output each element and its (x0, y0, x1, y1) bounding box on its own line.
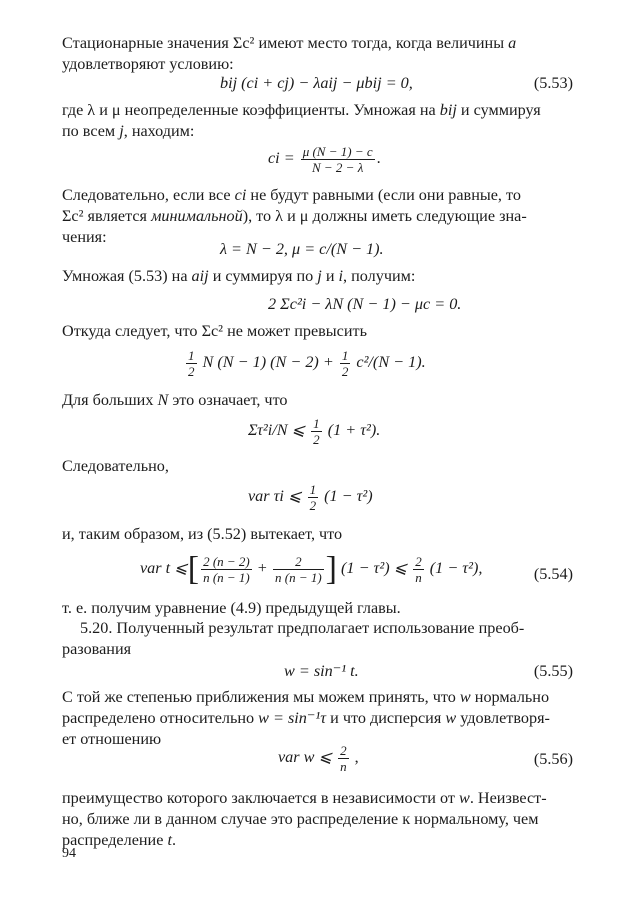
equation-body (140, 550, 483, 588)
text-run: . (171, 831, 176, 849)
math-sum-c2: Σc² (201, 322, 224, 340)
text-run: нормально (470, 688, 550, 706)
denominator: 2 (341, 364, 349, 379)
text-run: т. е. получим уравнение (4.9) предыдущей главы. (62, 599, 401, 617)
equation-lambda-mu (62, 239, 573, 269)
equation-number: (5.55) (533, 662, 573, 680)
denominator: 2 (309, 498, 317, 513)
equation-bound (62, 346, 573, 382)
equation-number: (5.56) (533, 750, 573, 768)
math-expression: Στ²i/N ⩽ (248, 421, 310, 440)
math-expression: (1 − τ²) ⩽ (341, 559, 412, 578)
math-var-t: t (167, 831, 172, 849)
text-run: удовлетворя- (456, 709, 550, 727)
fraction (338, 743, 349, 774)
math-expression: c²/(N − 1). (356, 353, 426, 372)
text-run: преимущество которого заключается в независимости от (62, 789, 460, 807)
math-expression: var τi ⩽ (248, 487, 306, 506)
equation-tau (62, 414, 573, 450)
math-a-ij: aij (191, 267, 209, 285)
bracket-left: [ (187, 550, 200, 588)
text-run: 5.20. Полученный результат предполагает использование преоб- (80, 619, 525, 637)
paragraph-stationary (62, 33, 573, 75)
denominator: n (340, 759, 347, 774)
equation-var-tau (62, 480, 573, 516)
text-run: по всем (62, 122, 120, 140)
text-run: , находим: (123, 122, 195, 140)
denominator: N − 2 − λ (311, 160, 364, 175)
math-w-eq-tau: w = sin⁻¹τ (258, 709, 327, 727)
math-var-w: w (459, 688, 471, 706)
text-run: Следовательно, (62, 457, 169, 475)
equation-body (184, 348, 426, 379)
math-expression: (1 + τ²). (327, 421, 381, 440)
denominator: 2 (188, 364, 195, 379)
text-run: ет отношению (62, 730, 162, 748)
text-run: распределено относительно (62, 709, 259, 727)
text-run: распределение (62, 831, 168, 849)
numerator: μ (N − 1) − c (302, 144, 373, 159)
math-var-i: i (338, 267, 344, 285)
math-sum-c2: Σc² (62, 207, 84, 225)
fraction-half (186, 348, 197, 379)
equation-ci (62, 142, 573, 176)
numerator: 1 (313, 416, 320, 431)
text-run: С той же степенью приближения мы можем принять, что (62, 688, 460, 706)
paragraph-5-20-cont (62, 639, 573, 660)
text-run: Откуда следует, что (62, 322, 202, 340)
numerator: 2 (340, 743, 347, 758)
punct: , (354, 748, 359, 767)
equation-5-53 (62, 73, 573, 103)
equation-body: bij (ci + cj) − λaij − μbij = 0, (220, 74, 413, 92)
denominator: n (415, 570, 422, 585)
math-expression: (1 − τ²), (429, 559, 483, 578)
denominator: n (n − 1) (203, 570, 250, 585)
text-run: и суммируя по (208, 267, 318, 285)
math-expression: var t ⩽ (140, 559, 188, 578)
text-run: Для больших (62, 391, 158, 409)
paragraph-equation-4-9 (62, 598, 573, 619)
equation-sum (62, 294, 573, 324)
equation-body (268, 144, 381, 175)
text-run: не может превысить (223, 322, 367, 340)
paragraph-large-n (62, 390, 573, 411)
text-run: является (83, 207, 152, 225)
numerator: 2 (n − 2) (203, 554, 250, 569)
text-run: и (321, 267, 339, 285)
numerator: 2 (415, 554, 422, 569)
equation-5-54 (62, 552, 573, 590)
math-expression: N (N − 1) (N − 2) + (202, 353, 338, 372)
equation-5-56 (62, 741, 573, 777)
punct: . (376, 149, 381, 168)
paragraph-advantage (62, 788, 573, 851)
text-run: и, таким образом, из (5.52) вытекает, что (62, 525, 343, 543)
denominator: 2 (313, 432, 320, 447)
text-run: и суммируя (456, 101, 541, 119)
text-run: , получим: (343, 267, 416, 285)
fraction (301, 144, 375, 175)
text-run: и что дисперсия (326, 709, 446, 727)
text-run: . Неизвест- (469, 789, 547, 807)
paragraph-lambda-mu (62, 100, 573, 142)
text-run: имеют место тогда, когда величины (254, 34, 509, 52)
fraction (201, 554, 252, 585)
equation-number: (5.53) (533, 74, 573, 92)
text-run: это означает, что (168, 391, 288, 409)
denominator: n (n − 1) (274, 570, 322, 585)
emphasis: минимальной (151, 207, 243, 225)
math-expression: (1 − τ²) (324, 487, 373, 506)
text-run: не будут равными (если они равные, то (246, 186, 521, 204)
text-run: чения: (62, 228, 107, 246)
bracket-right: ] (325, 550, 337, 588)
numerator: 1 (309, 482, 317, 497)
equation-body (248, 482, 373, 513)
numerator: 1 (188, 348, 195, 363)
paragraph-5-20 (62, 618, 573, 639)
math-var-a: a (508, 34, 517, 52)
math-sum-c2: Σc² (232, 34, 255, 52)
equation-body: λ = N − 2, μ = c/(N − 1). (220, 240, 384, 258)
text-run: разования (62, 640, 132, 658)
fraction (413, 554, 424, 585)
math-b-ij: bij (439, 101, 457, 119)
math-var-ci: ci (234, 186, 247, 204)
text-run: но, ближе ли в данном случае это распределение к нормальному, чем (62, 810, 539, 828)
math-var-w: w (459, 789, 470, 807)
equation-body (248, 416, 380, 447)
text-run: ), то λ и μ должны иметь следующие зна- (242, 207, 527, 225)
math-ci-lhs: ci = (268, 149, 295, 168)
text-run: Следовательно, если все (62, 186, 235, 204)
numerator: 1 (341, 348, 349, 363)
text-run: где λ и μ неопределенные коэффициенты. Умножая на (62, 101, 440, 119)
fraction (273, 554, 324, 585)
text-run: удовлетворяют условию: (62, 55, 234, 73)
fraction-half (311, 416, 322, 447)
equation-body: w = sin⁻¹ t. (284, 662, 359, 680)
plus-sign: + (257, 559, 267, 578)
fraction-half (340, 348, 351, 379)
paragraph-therefore (62, 456, 573, 477)
math-expression: var w ⩽ (278, 748, 337, 767)
numerator: 2 (273, 554, 324, 570)
math-var-j: j (119, 122, 124, 140)
fraction-half (308, 482, 319, 513)
text-run: Умножая (5.53) на (62, 267, 192, 285)
paragraph-multiplying (62, 266, 573, 287)
page-number: 94 (62, 846, 76, 861)
paragraph-thus (62, 524, 573, 545)
paragraph-hence (62, 321, 573, 342)
equation-body (278, 743, 359, 774)
equation-number: (5.54) (533, 565, 573, 583)
math-var-n: N (157, 391, 169, 409)
equation-body: 2 Σc²i − λN (N − 1) − μc = 0. (268, 295, 462, 313)
text-run: Стационарные значения (62, 34, 233, 52)
math-var-w: w (445, 709, 457, 727)
math-var-j: j (317, 267, 322, 285)
